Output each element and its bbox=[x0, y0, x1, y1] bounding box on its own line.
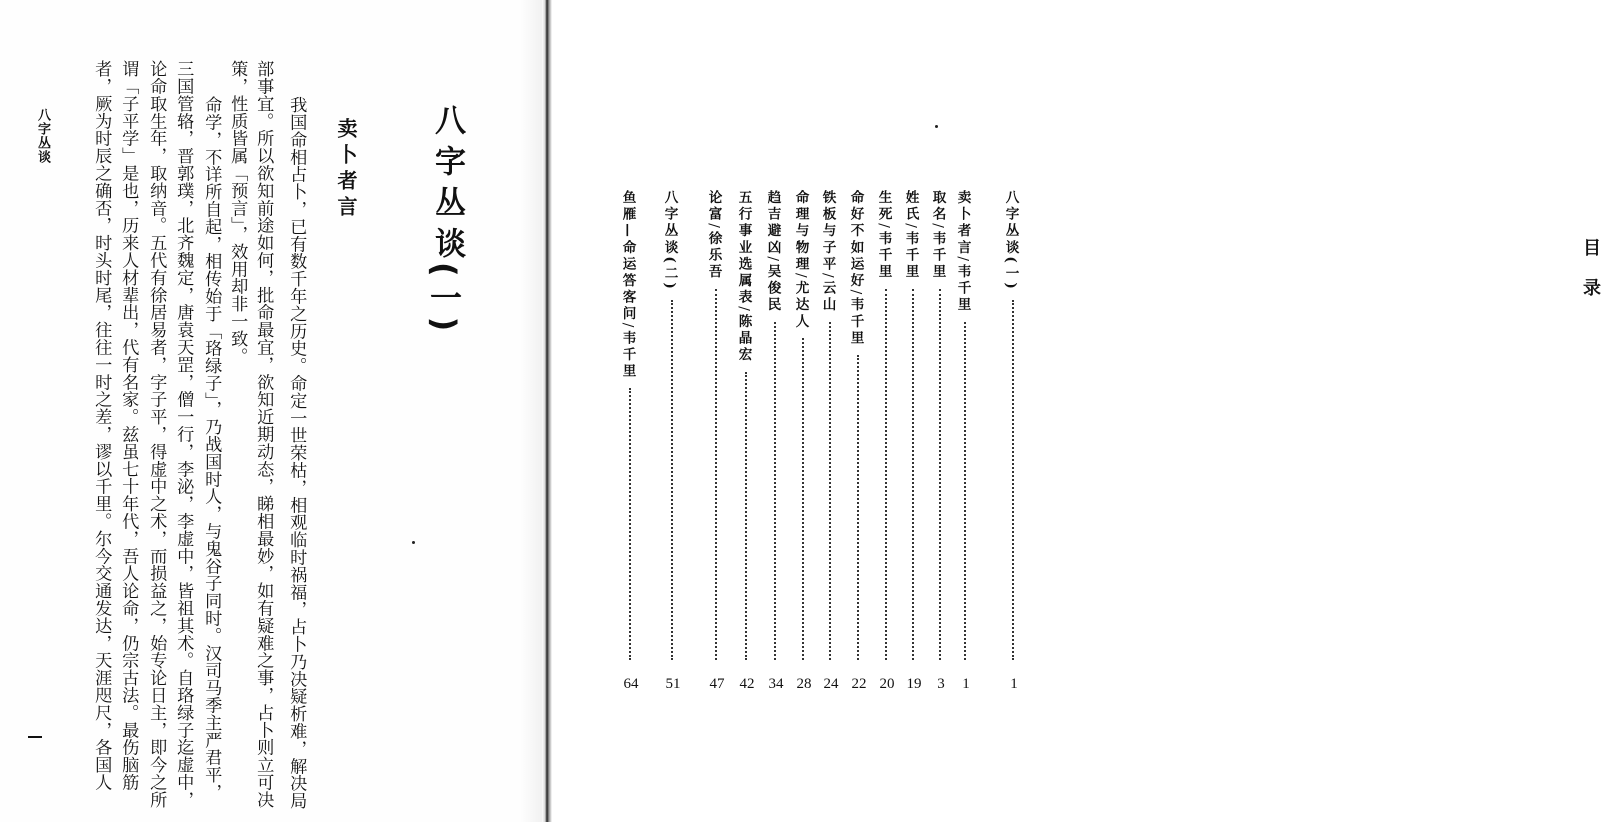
toc-dot-leader bbox=[964, 322, 966, 660]
toc-dot-leader bbox=[715, 289, 717, 660]
toc-author-slash: / bbox=[619, 322, 636, 331]
toc-entry-title: 铁板与子平 bbox=[819, 190, 836, 273]
toc-page-number: 22 bbox=[851, 676, 867, 692]
toc-author-slash: / bbox=[819, 273, 836, 281]
toc-entry-author: 韦千里 bbox=[902, 230, 919, 281]
toc-entry-label bbox=[706, 190, 720, 281]
toc-entry-label bbox=[736, 190, 750, 364]
toc-page-number: 20 bbox=[879, 676, 895, 692]
toc-author-slash: / bbox=[705, 223, 722, 231]
toc-entry-author: 韦千里 bbox=[875, 230, 892, 281]
toc-page-number: 19 bbox=[906, 676, 922, 692]
book-spine bbox=[542, 0, 552, 822]
toc-entry-title: 命好不如运好 bbox=[847, 190, 864, 290]
toc-entry[interactable] bbox=[846, 190, 872, 660]
toc-entry-title: 鱼雁—命运答客问 bbox=[619, 190, 636, 323]
book-title: 八字丛谈 bbox=[429, 104, 465, 268]
toc-page-number: 42 bbox=[739, 676, 755, 692]
toc-entry[interactable] bbox=[874, 190, 900, 660]
body-line: 者，厥为时辰之确否，时头时尾，往往一时之差，谬以千里。尔今交通发达，天涯咫尺，各国人 bbox=[91, 60, 112, 791]
toc-entry-author: 韦千里 bbox=[847, 297, 864, 348]
body-line: 策，性质皆属「预言」，效用却非一致。 bbox=[227, 60, 248, 365]
toc-author-slash: / bbox=[954, 256, 971, 264]
toc-entry-title: 姓氏 bbox=[902, 190, 919, 224]
toc-author-slash: / bbox=[764, 256, 781, 264]
toc-page-number: 28 bbox=[796, 676, 812, 692]
book-subtitle: (一) bbox=[425, 262, 463, 336]
toc-entry[interactable] bbox=[660, 190, 686, 660]
toc-entry-label bbox=[955, 190, 969, 314]
toc-entry[interactable] bbox=[818, 190, 844, 660]
toc-entry-title: 生死 bbox=[875, 190, 892, 224]
toc-author-slash: / bbox=[847, 289, 864, 298]
body-line: 论命取生年，取纳音。五代有徐居易者，字子平，得虚中之术，而损益之，始专论日主，即今之所 bbox=[146, 60, 167, 809]
toc-entry-label bbox=[903, 190, 917, 281]
toc-entry[interactable] bbox=[618, 190, 644, 660]
toc-entry-label bbox=[765, 190, 779, 314]
toc-author-slash: / bbox=[902, 223, 919, 231]
ink-speck bbox=[935, 125, 938, 128]
toc-entry[interactable] bbox=[791, 190, 817, 660]
toc-entry-title: 五行事业选属表 bbox=[735, 190, 752, 307]
toc-entry-author: 云山 bbox=[819, 280, 836, 314]
toc-entry-label bbox=[848, 190, 862, 347]
toc-entry-title: 八字丛谈(二) bbox=[661, 190, 678, 292]
toc-author-slash: / bbox=[929, 223, 946, 231]
toc-entry[interactable] bbox=[928, 190, 954, 660]
toc-entry-title: 八字丛谈(一) bbox=[1002, 190, 1019, 292]
toc-entry-author: 韦千里 bbox=[954, 264, 971, 314]
toc-dot-leader bbox=[671, 300, 673, 660]
toc-page-number: 24 bbox=[823, 676, 839, 692]
toc-entry[interactable] bbox=[1001, 190, 1027, 660]
toc-dot-leader bbox=[774, 322, 776, 660]
toc-page-number: 64 bbox=[623, 676, 639, 692]
running-header: 八字丛谈 bbox=[35, 108, 50, 164]
toc-author-slash: / bbox=[735, 306, 752, 314]
toc-dot-leader bbox=[939, 289, 941, 660]
toc-entry-author: 韦千里 bbox=[619, 330, 636, 381]
toc-entry[interactable] bbox=[734, 190, 760, 660]
toc-entry-title: 命理与物理 bbox=[792, 190, 809, 273]
left-page bbox=[0, 0, 548, 822]
toc-author-slash: / bbox=[792, 273, 809, 281]
toc-dot-leader bbox=[745, 372, 747, 660]
toc-entry-author: 尤达人 bbox=[792, 280, 809, 331]
spine-shadow bbox=[520, 0, 542, 822]
toc-entry[interactable] bbox=[901, 190, 927, 660]
toc-dot-leader bbox=[1012, 300, 1014, 660]
toc-heading: 目录 bbox=[1580, 238, 1601, 318]
toc-entry-title: 取名 bbox=[929, 190, 946, 224]
chapter-title: 卖卜者言 bbox=[334, 118, 358, 222]
toc-entry-label bbox=[793, 190, 807, 330]
toc-page-number: 51 bbox=[665, 676, 681, 692]
body-line: 我国命相占卜，已有数千年之历史。命定一世荣枯，相观临时祸福，占卜乃决疑析难，解决局 bbox=[286, 96, 307, 810]
toc-dot-leader bbox=[629, 388, 631, 660]
toc-entry-label bbox=[1003, 190, 1017, 292]
toc-entry[interactable] bbox=[763, 190, 789, 660]
toc-entry[interactable] bbox=[953, 190, 979, 660]
toc-dot-leader bbox=[829, 322, 831, 660]
ink-speck bbox=[412, 541, 415, 544]
body-line: 部事宜。所以欲知前途如何，批命最宜，欲知近期动态，睇相最妙，如有疑难之事，占卜则立可决 bbox=[253, 60, 274, 809]
toc-entry-title: 卖卜者言 bbox=[954, 190, 971, 257]
toc-dot-leader bbox=[802, 338, 804, 660]
toc-entry-label bbox=[930, 190, 944, 281]
toc-entry-label bbox=[820, 190, 834, 314]
toc-author-slash: / bbox=[875, 223, 892, 231]
page-margin-mark bbox=[28, 736, 42, 738]
toc-page-number: 34 bbox=[768, 676, 784, 692]
toc-entry-author: 吴俊民 bbox=[764, 264, 781, 314]
toc-entry-label bbox=[662, 190, 676, 292]
toc-page-number: 47 bbox=[709, 676, 725, 692]
toc-page-number: 1 bbox=[962, 676, 970, 692]
toc-page-number: 1 bbox=[1010, 676, 1018, 692]
toc-entry-title: 趋吉避凶 bbox=[764, 190, 781, 257]
toc-dot-leader bbox=[857, 355, 859, 660]
toc-entry-label bbox=[876, 190, 890, 281]
toc-entry-label bbox=[620, 190, 634, 380]
body-line: 命学，不详所自起，相传始于「珞绿子」，乃战国时人，与鬼谷子同时。汉司马季主严君平， bbox=[201, 96, 222, 801]
body-line: 谓「子平学」是也，历来人材辈出，代有名家。兹虽七十年代，吾人论命，仍宗古法。最伤脑筋 bbox=[118, 60, 139, 791]
toc-entry-author: 徐乐吾 bbox=[705, 230, 722, 281]
toc-dot-leader bbox=[885, 289, 887, 660]
toc-entry-author: 陈晶宏 bbox=[735, 313, 752, 364]
toc-page-number: 3 bbox=[937, 676, 945, 692]
toc-entry[interactable] bbox=[704, 190, 730, 660]
toc-entry-title: 论富 bbox=[705, 190, 722, 224]
body-line: 三国管辂，晋郭璞，北齐魏定，唐袁天罡，僧一行，李泌，李虚中，皆祖其术。自珞绿子迄虚中， bbox=[173, 60, 194, 809]
right-page bbox=[552, 0, 1601, 822]
toc-entry-author: 韦千里 bbox=[929, 230, 946, 281]
toc-dot-leader bbox=[912, 289, 914, 660]
